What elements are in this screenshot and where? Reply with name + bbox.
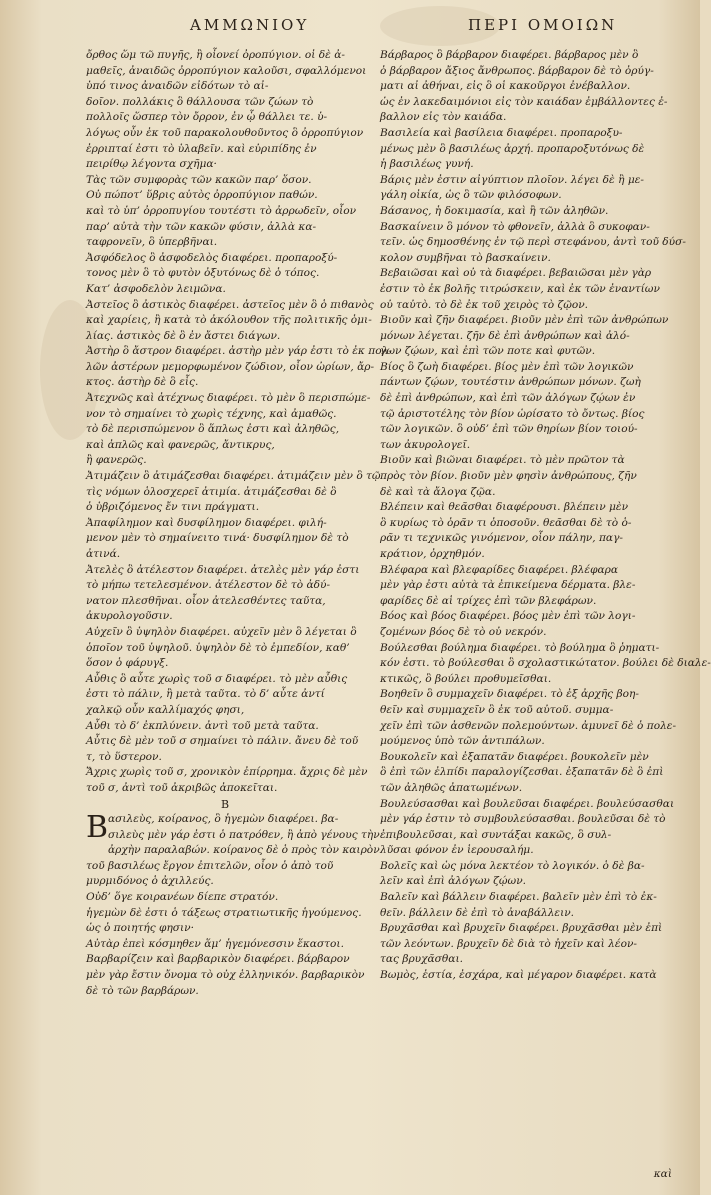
text-line: ὁ βάρβαρον ἄξιος ἄνθρωπος. βάρβαρον δὲ τὸ ὀρύγ-: [380, 64, 654, 77]
text-line: μενον μὲν τὸ σημαίνειτο τινά· δυσφίλημον δὲ τὸ: [86, 532, 349, 545]
text-line: κτικῶς, ὃ βούλει προθυμεῖσθαι.: [380, 672, 552, 685]
text-line: ταφρονεῖν, ὃ ὑπερβῆναι.: [86, 236, 218, 249]
text-line: Αὐτὰρ ἐπεὶ κόσμηθεν ἅμ’ ἡγεμόνεσσιν ἕκαστοι.: [86, 937, 344, 950]
text-line: ὡς ὁ ποιητής φησιν·: [86, 922, 194, 935]
dropcap-initial: Β: [86, 810, 109, 846]
text-line: τὸ δὲ περισπώμενον ὃ ἅπλως ἐστι καὶ ἀληθῶς,: [86, 423, 340, 436]
text-line: μὲν γάρ ἐστιν τὸ συμβουλεύσασθαι. βουλεῦσαι δὲ τὸ: [380, 813, 666, 826]
text-line: Αὐχεῖν ὃ ὑψηλὸν διαφέρει. αὐχεῖν μὲν ὃ λέγεται ὃ: [86, 625, 357, 638]
text-line: γων ζῴων, καὶ ἐπὶ τῶν ποτε καὶ φυτῶν.: [380, 345, 596, 358]
text-line: Βρυχᾶσθαι καὶ βρυχεῖν διαφέρει. βρυχᾶσθαι μὲν ἐπὶ: [380, 922, 663, 935]
text-line: μὲν γὰρ ἔστιν ὄνομα τὸ οὐχ ἑλληνικόν. βαρβαρικὸν: [86, 969, 365, 982]
text-line: θεῖν. βάλλειν δὲ ἐπὶ τὸ ἀναβάλλειν.: [380, 906, 575, 919]
text-line: ἀκυρολογοῦσιν.: [86, 610, 173, 623]
text-line: ὑπό τινος ἀναιδῶν εἰδότων τὸ αἰ-: [86, 80, 269, 93]
text-line: Ἀτεχνῶς καὶ ἀτέχνως διαφέρει. τὸ μὲν ὃ περισπώμε-: [86, 392, 371, 405]
text-line: ὁ ὑβριζόμενος ἔν τινι πράγματι.: [86, 501, 260, 514]
text-line: λῶν ἀστέρων μεμορφωμένον ζώδιον, οἷον ὠρίων, ἄρ-: [86, 360, 375, 373]
text-line: χαλκῷ οὖν καλλίμαχός φησι,: [86, 703, 245, 716]
text-line: Ἄχρις χωρὶς τοῦ σ, χρονικὸν ἐπίρρημα. ἄχρις δὲ μὲν: [86, 766, 368, 779]
text-line: ὁποῖον τοῦ ὑψηλοῦ. ὑψηλὸν δὲ τὸ ἐμπεδίον, καθ’: [86, 641, 350, 654]
text-line: Βασιλεία καὶ βασίλεια διαφέρει. προπαροξυ-: [380, 126, 623, 139]
text-line: νον τὸ σημαίνει τὸ χωρὶς τέχνης, καὶ ἀμαθῶς.: [86, 407, 337, 420]
text-line: ὃ κυρίως τὸ ὁρᾶν τι ὁποσοῦν. θεᾶσθαι δὲ τὸ ὁ-: [380, 516, 632, 529]
text-line: των ἀκυρολογεῖ.: [380, 438, 471, 451]
text-line: μυρμιδόνος ὁ ἀχιλλεύς.: [86, 875, 214, 888]
text-line: δοῖον. πολλάκις ὃ θάλλουσα τῶν ζώων τὸ: [86, 95, 314, 108]
text-line: ἐπιβουλεῦσαι, καὶ συντάξαι κακῶς, ὃ συλ-: [380, 828, 612, 841]
text-line: δὲ καὶ τὰ ἄλογα ζῷα.: [380, 485, 496, 498]
text-line: ἡ βασιλέως γυνή.: [380, 158, 474, 171]
right-entries: [380, 48, 711, 984]
text-line: Ἀτελὲς ὃ ἀτέλεστον διαφέρει. ἀτελὲς μὲν γάρ ἐστι: [86, 563, 360, 576]
running-head-right: ΠΕΡΙ ΟΜΟΙΩΝ: [468, 16, 618, 34]
text-line: τῷ ἀριστοτέλης τὸν βίον ὡρίσατο τὸ ὄντως. βίος: [380, 407, 645, 420]
text-line: Τὰς τῶν συμφορὰς τῶν κακῶν παρ’ ὅσον.: [86, 173, 312, 186]
text-line: τῶν λεόντων. βρυχεῖν δὲ διὰ τὸ ἠχεῖν καὶ λέον-: [380, 937, 637, 950]
text-line: Οὐδ’ ὅγε κοιρανέων δίεπε στρατόν.: [86, 891, 279, 904]
text-line: Βιοῦν καὶ βιῶναι διαφέρει. τὸ μὲν πρῶτον τὰ: [380, 454, 625, 467]
text-line: Ἀστεῖος ὃ ἀστικὸς διαφέρει. ἀστεῖος μὲν ὃ ὁ πιθανὸς: [86, 298, 374, 311]
section-letter: Β: [220, 797, 230, 811]
text-line: οὐ ταὐτὸ. τὸ δὲ ἐκ τοῦ χειρὸς τὸ ζῷον.: [380, 298, 589, 311]
text-line: Βοηθεῖν ὃ συμμαχεῖν διαφέρει. τὸ ἐξ ἀρχῆς βοη-: [380, 688, 639, 701]
text-line: Ἀστὴρ ὃ ἄστρον διαφέρει. ἀστὴρ μὲν γάρ ἐστι τὸ ἐκ πολ-: [86, 345, 392, 358]
text-line: τῶν λογικῶν. ὃ οὐδ’ ἐπὶ τῶν θηρίων βίον τοιού-: [380, 423, 638, 436]
text-line: ἐρριπταί ἐστι τὸ ὑλαβεῖν. καὶ εὐριπίδης ἐν: [86, 142, 317, 155]
text-line: Αὖθι τὸ δ’ ἐκπλύνειν. ἀντὶ τοῦ μετὰ ταῦτα.: [86, 719, 319, 732]
text-line: καὶ τὸ ὑπ’ ὀρροπυγίου τουτέστι τὸ ἀρρωδεῖν, οἷον: [86, 204, 357, 217]
text-line: Βόος καὶ βόος διαφέρει. βόος μὲν ἐπὶ τῶν λογι-: [380, 610, 636, 623]
text-line: Βαρβαρίζειν καὶ βαρβαρικὸν διαφέρει. βάρβαρον: [86, 953, 350, 966]
text-line: κόν ἐστι. τὸ βούλεσθαι ὃ σχολαστικώτατον. βούλει δὲ διαλε-: [380, 657, 711, 670]
text-line: Βασκαίνειν ὃ μόνον τὸ φθονεῖν, ἀλλὰ ὃ συκοφαν-: [380, 220, 650, 233]
text-line: Βάρις μὲν ἐστιν αἰγύπτιον πλοῖον. λέγει δὲ ἢ με-: [380, 173, 644, 186]
text-line: καὶ χαρίεις, ἢ κατὰ τὸ ἀκόλουθον τῆς πολιτικῆς ὁμι-: [86, 314, 372, 327]
text-line: Βαλεῖν καὶ βάλλειν διαφέρει. βαλεῖν μὲν ἐπὶ τὸ ἐκ-: [380, 891, 657, 904]
running-head-left: ΑΜΜΩΝΙΟΥ: [190, 16, 310, 34]
text-line: Βάσανος, ἡ δοκιμασία, καὶ ἢ τῶν ἀληθῶν.: [380, 204, 609, 217]
text-line: βαλλον εἰς τὸν καιάδα.: [380, 111, 507, 124]
catchword: καὶ: [653, 1168, 672, 1180]
right-text-column: [380, 48, 711, 984]
left-entries-continued: [86, 859, 364, 999]
text-line: Βάρβαρος ὃ βάρβαρον διαφέρει. βάρβαρος μὲν ὃ: [380, 49, 639, 61]
text-line: Ἀσφόδελος ὃ ἀσφοδελὸς διαφέρει. προπαροξύ-: [86, 251, 338, 264]
dropcap-paragraph: [86, 810, 380, 859]
text-line: παρ’ αὐτὰ τὴν τῶν κακῶν φύσιν, ἀλλὰ κα-: [86, 220, 317, 233]
text-line: πάντων ζῴων, τουτέστιν ἀνθρώπων μόνων. ζωὴ: [380, 376, 641, 389]
text-line: κτος. ἀστὴρ δὲ ὃ εἷς.: [86, 376, 199, 389]
text-line: τεῖν. ὡς δημοσθένης ἐν τῷ περὶ στεφάνου, ἀντὶ τοῦ δύσ-: [380, 236, 686, 249]
text-line: τοῦ βασιλέως ἔργον ἐπιτελῶν, οἷον ὁ ἀπὸ τοῦ: [86, 859, 334, 872]
text-line: καὶ ἀπλῶς καὶ φανερῶς, ἄντικρυς,: [86, 438, 275, 451]
text-line: χεῖν ἐπὶ τῶν ἀσθενῶν πολεμούντων. ἀμυνεῖ δὲ ὁ πολε-: [380, 719, 677, 732]
text-line: Οὐ πώποτ’ ὕβρις αὐτὸς ὀρροπύγιον παθών.: [86, 189, 318, 202]
text-line: γάλη οἰκία, ὡς ὃ τῶν φιλόσοφων.: [380, 189, 562, 202]
dropcap-lines: [86, 812, 380, 859]
text-line: ἀρχὴν παραλαβών. κοίρανος δὲ ὁ πρὸς τὸν καιρὸν: [108, 844, 380, 857]
text-line: ὄρθος ὥμ τῶ πυγῆς, ἢ οἶονεί ὀροπύγιον. οἱ δὲ ἀ-: [86, 49, 345, 61]
text-line: νατον πλεσθῆναι. οἷον ἀτελεσθέντες ταῦτα,: [86, 594, 326, 607]
text-line: Βουκολεῖν καὶ ἐξαπατᾶν διαφέρει. βουκολεῖν μὲν: [380, 750, 649, 763]
text-line: πρὸς τὸν βίον. βιοῦν μὲν φησὶν ἀνθρώπους, ζῆν: [380, 470, 637, 483]
text-line: Αὖθις ὃ αὖτε χωρὶς τοῦ σ διαφέρει. τὸ μὲν αὖθις: [86, 672, 348, 685]
text-line: ὃ ἐπὶ τῶν ἐλπίδι παραλογίζεσθαι. ἐξαπατᾶν δὲ ὃ ἐπὶ: [380, 766, 664, 779]
text-line: σιλεὺς μὲν γάρ ἐστι ὁ πατρόθεν, ἢ ἀπὸ γένους τὴν: [108, 828, 380, 841]
text-line: ἐστι τὸ πάλιν, ἢ μετὰ ταῦτα. τὸ δ’ αὖτε ἀντί: [86, 688, 325, 701]
text-line: ασιλεὺς, κοίρανος, ὃ ἡγεμὼν διαφέρει. βα-: [108, 813, 339, 826]
text-line: Αὖτις δὲ μὲν τοῦ σ σημαίνει τὸ πάλιν. ἄνευ δὲ τοῦ: [86, 735, 359, 748]
text-line: τοῦ σ, ἀντὶ τοῦ ἀκριβῶς ἀποκεῖται.: [86, 781, 278, 794]
text-line: Βλέφαρα καὶ βλεφαρίδες διαφέρει. βλέφαρα: [380, 563, 619, 576]
text-line: τας βρυχᾶσθαι.: [380, 953, 463, 966]
text-line: Ἀπαφίλημον καὶ δυσφίλημον διαφέρει. φιλή-: [86, 516, 327, 529]
text-line: Κατ’ ἀσφοδελὸν λειμῶνα.: [86, 282, 226, 295]
text-line: ματι αἰ ἀθήναι, εἰς ὃ οἱ κακοῦργοι ἐνέβαλλον.: [380, 80, 631, 93]
text-line: φαρίδες δὲ αἱ τρίχες ἐπὶ τῶν βλεφάρων.: [380, 594, 597, 607]
text-line: μόνων λέγεται. ζῆν δὲ ἐπὶ ἀνθρώπων καὶ ἀλό-: [380, 329, 630, 342]
text-line: μὲν γὰρ ἐστι αὐτὰ τὰ ἐπικείμενα δέρματα. βλε-: [380, 579, 636, 592]
text-line: Βλέπειν καὶ θεᾶσθαι διαφέρουσι. βλέπειν μὲν: [380, 501, 629, 514]
text-line: λίας. ἀστικὸς δὲ ὃ ἐν ἄστει διάγων.: [86, 329, 281, 342]
text-line: κολον συμβῆναι τὸ βασκαίνειν.: [380, 251, 551, 264]
text-line: θεῖν καὶ συμμαχεῖν ὃ ἐκ τοῦ αὐτοῦ. συμμα-: [380, 703, 614, 716]
text-line: ἢ φανερῶς.: [86, 454, 147, 467]
text-line: πολλοῖς ὥσπερ τὸν ὄρρον, ἐν ᾧ θάλλει τε. ὑ-: [86, 111, 328, 124]
text-line: Βολεῖς καὶ ὡς μόνα λεκτέον τὸ λογικόν. ὁ δὲ βα-: [380, 859, 645, 872]
text-line: λόγως οὖν ἐκ τοῦ παρακολουθοῦντος ὃ ὀρροπύγιον: [86, 126, 364, 139]
text-line: μένως μὲν ὃ βασιλέως ἀρχή. προπαροξυτόνως δὲ: [380, 142, 645, 155]
text-line: τὶς νόμων ὁλοσχερεῖ ἀτιμία. ἀτιμάζεσθαι δὲ ὃ: [86, 485, 337, 498]
text-line: κράτιον, ὀρχηθμόν.: [380, 548, 485, 560]
text-line: δὲ τὸ τῶν βαρβάρων.: [86, 984, 199, 997]
text-line: τὸ μήπω τετελεσμένον. ἀτέλεστον δὲ τὸ ἀδύ-: [86, 579, 331, 592]
text-line: Βούλεσθαι βούλημα διαφέρει. τὸ βούλημα ὃ ῥηματι-: [380, 641, 660, 654]
text-line: ἡγεμὼν δὲ ἐστι ὁ τάξεως στρατιωτικῆς ἡγούμενος.: [86, 906, 362, 919]
text-line: Βωμὸς, ἑστία, ἐσχάρα, καὶ μέγαρον διαφέρει. κατὰ: [380, 969, 657, 982]
text-line: τῶν ἀληθῶς ἀπατωμένων.: [380, 781, 523, 794]
text-line: Ἀτιμάζειν ὃ ἀτιμάζεσθαι διαφέρει. ἀτιμάζειν μὲν ὃ τῷ: [86, 470, 381, 483]
text-line: μούμενος ὑπὸ τῶν ἀντιπάλων.: [380, 735, 545, 748]
text-line: Βιοῦν καὶ ζῆν διαφέρει. βιοῦν μὲν ἐπὶ τῶν ἀνθρώπων: [380, 314, 669, 327]
text-line: Βεβαιῶσαι καὶ οὐ τὰ διαφέρει. βεβαιῶσαι μὲν γὰρ: [380, 267, 652, 280]
text-line: Βουλεύσασθαι καὶ βουλεῦσαι διαφέρει. βουλεύσασθαι: [380, 797, 675, 810]
text-line: Βίος ὃ ζωὴ διαφέρει. βίος μὲν ἐπὶ τῶν λογικῶν: [380, 360, 634, 373]
text-line: τονος μὲν ὃ τὸ φυτὸν ὀξυτόνως δὲ ὁ τόπος.: [86, 267, 320, 280]
text-line: δὲ ἐπὶ ἀνθρώπων, καὶ ἐπὶ τῶν ἀλόγων ζῴων ἐν: [380, 392, 636, 405]
text-line: ἐστιν τὸ ἐκ βολῆς τιτρώσκειν, καὶ ἐκ τῶν ἐναντίων: [380, 282, 660, 295]
left-text-column: [86, 48, 392, 999]
text-line: τ, τὸ ὕστερον.: [86, 750, 162, 763]
text-line: λῦσαι φόνον ἐν ἱερουσαλήμ.: [380, 844, 534, 857]
text-line: ζομένων βόος δὲ τὸ οὐ νεκρόν.: [380, 625, 547, 638]
text-line: ρᾶν τι τεχνικῶς γινόμενον, οἷον πάλην, παγ-: [380, 532, 623, 545]
text-line: λεῖν καὶ ἐπὶ ἀλόγων ζῴων.: [380, 875, 527, 888]
text-line: μαθεῖς, ἀναιδῶς ὀρροπύγιον καλοῦσι, σφαλλόμενοι: [86, 64, 367, 77]
text-line: ἀτινά.: [86, 548, 121, 560]
text-line: ὅσον ὁ φάρυγξ.: [86, 657, 169, 670]
text-line: ὡς ἐν λακεδαιμόνιοι εἰς τὸν καιάδαν ἐμβάλλοντες ἐ-: [380, 95, 668, 108]
left-entries: [86, 48, 392, 797]
text-line: πειρίθῳ λέγοντα σχῆμα·: [86, 158, 217, 171]
